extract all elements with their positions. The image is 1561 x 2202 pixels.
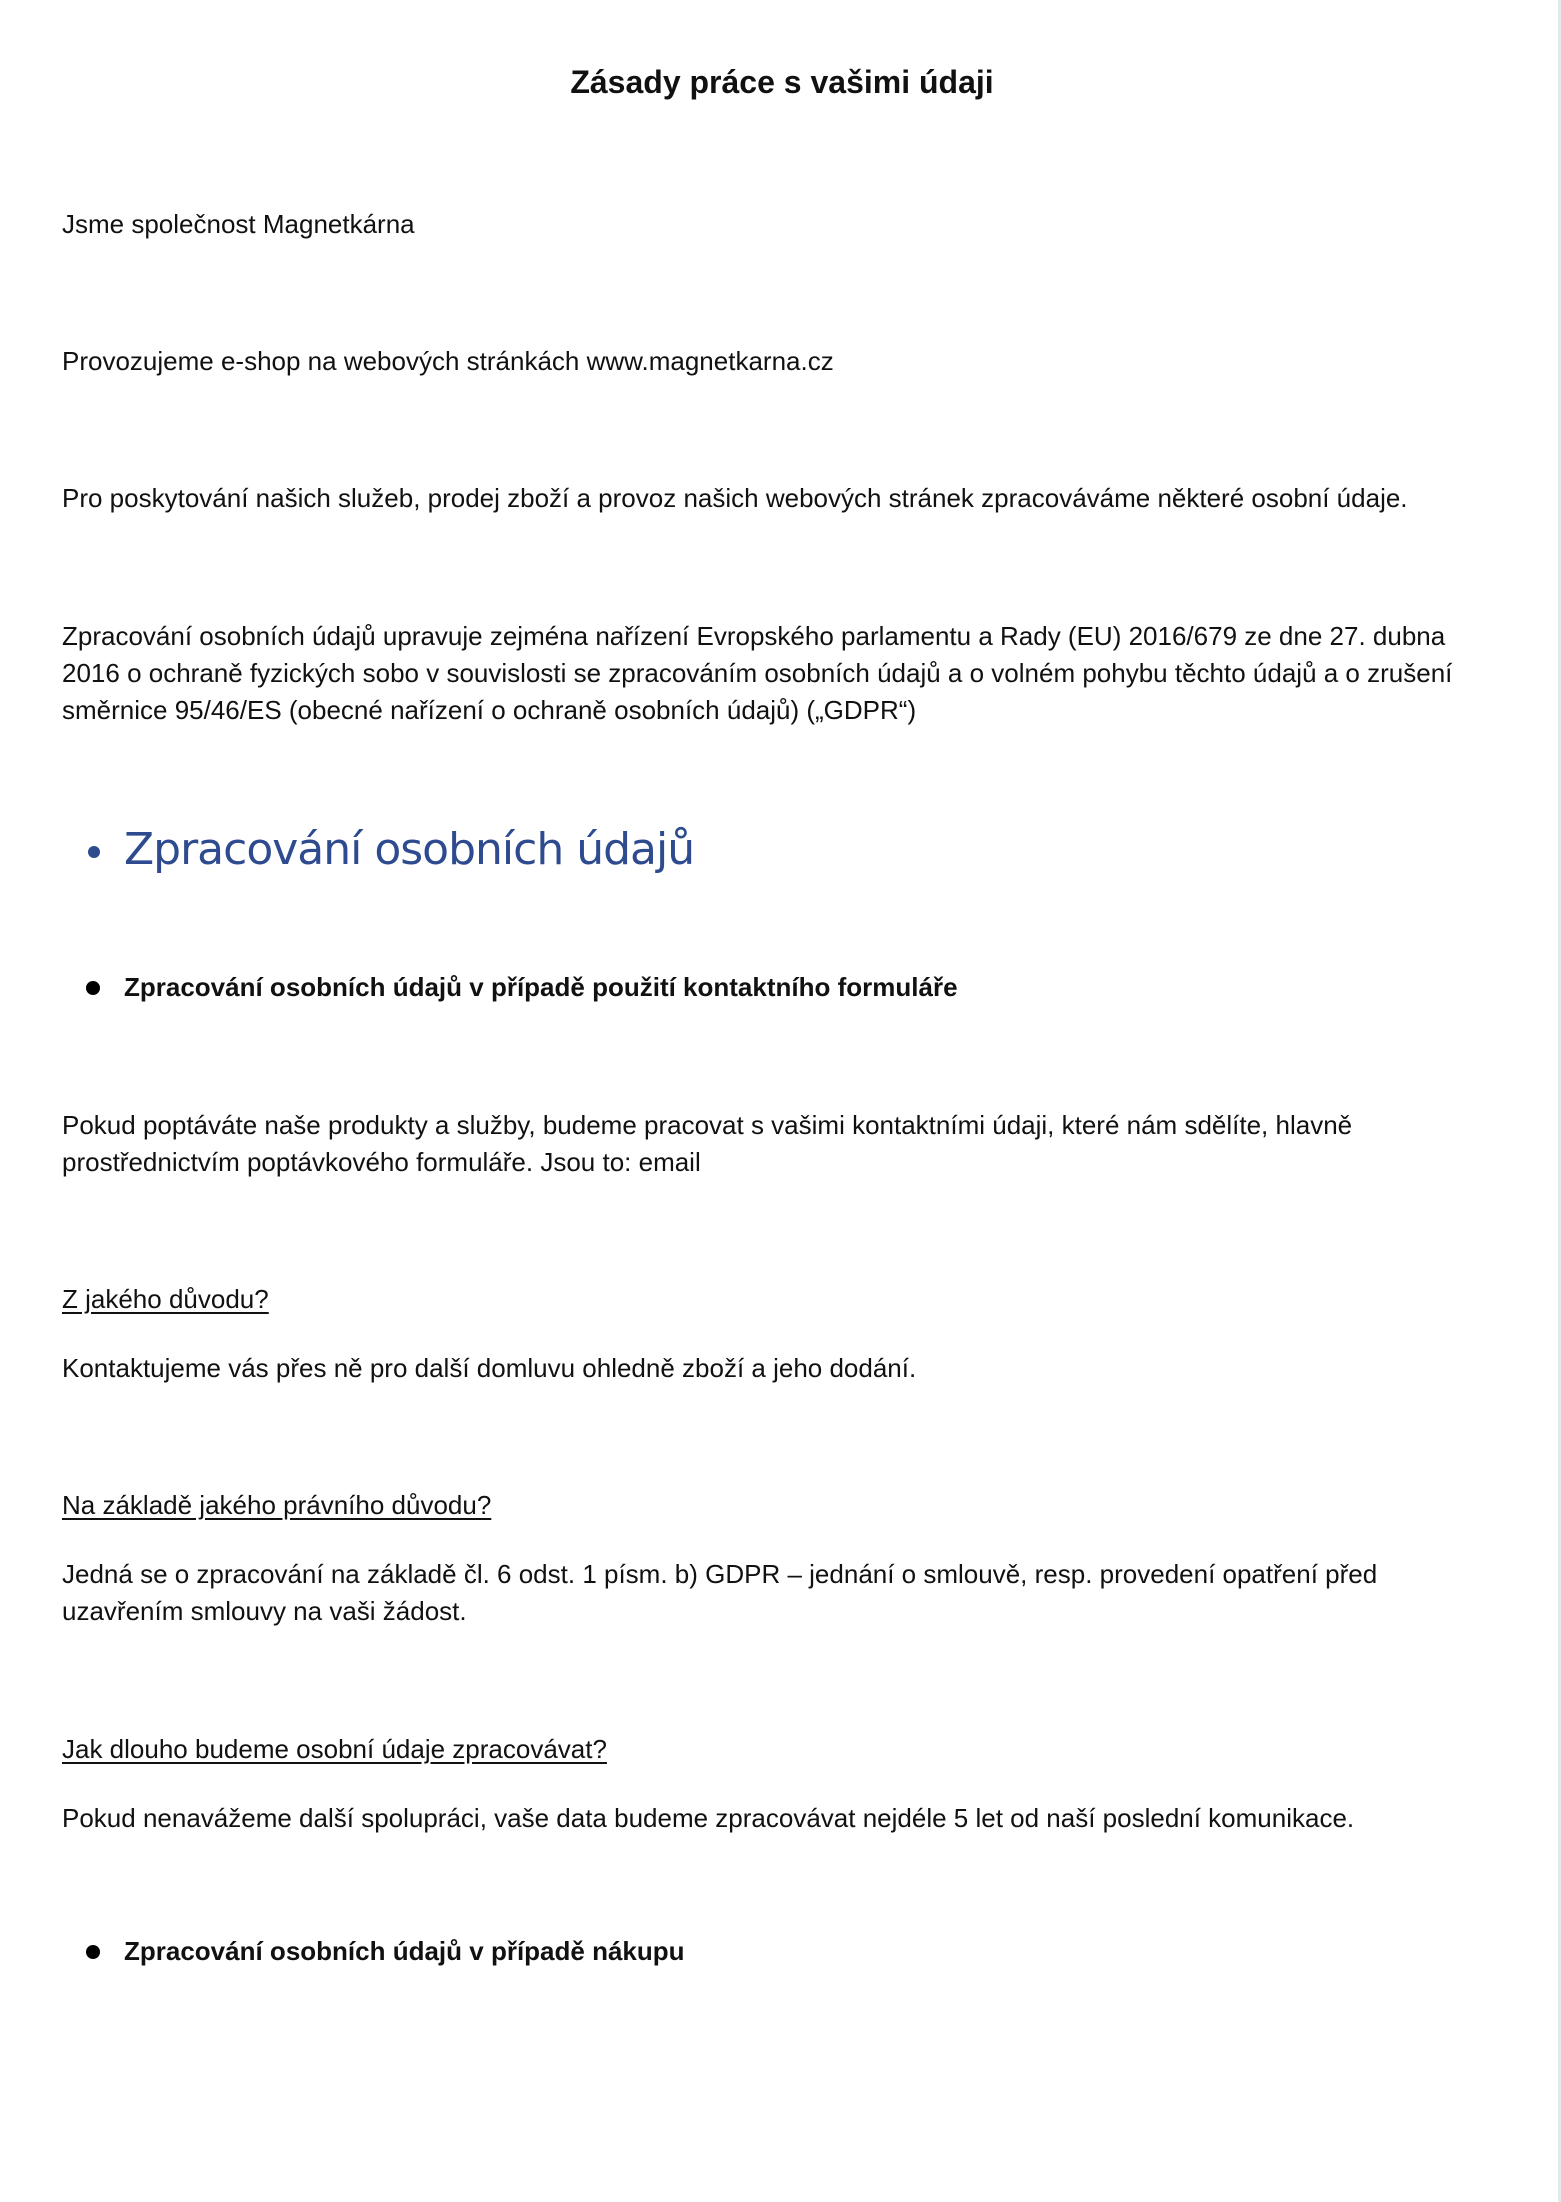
contact-form-heading: Zpracování osobních údajů v případě použití kontaktního formuláře (124, 972, 958, 1002)
contact-form-intro-line-1: Pokud poptáváte naše produkty a služby, budeme pracovat s vašimi kontaktními údaji, které nám sdělíte, hlavně (62, 1110, 1353, 1140)
answer-duration: Pokud nenavážeme další spolupráci, vaše data budeme zpracovávat nejdéle 5 let od naší poslední komunikace. (62, 1803, 1355, 1833)
section-bullet-icon (88, 846, 100, 858)
purchase-heading: Zpracování osobních údajů v případě nákupu (124, 1936, 685, 1966)
question-legal-basis: Na základě jakého právního důvodu? (62, 1490, 492, 1520)
answer-reason: Kontaktujeme vás přes ně pro další domluvu ohledně zboží a jeho dodání. (62, 1353, 917, 1383)
answer-legal-basis-line-2: uzavřením smlouvy na vaši žádost. (62, 1596, 467, 1626)
paragraph-gdpr-line-1: Zpracování osobních údajů upravuje zejména nařízení Evropského parlamentu a Rady (EU) 2016/679 ze dne 27. dubna (62, 621, 1446, 651)
page-title: Zásady práce s vašimi údaji (570, 64, 994, 100)
paragraph-purpose: Pro poskytování našich služeb, prodej zboží a provoz našich webových stránek zpracováváme některé osobní údaje. (62, 483, 1408, 513)
contact-form-intro-line-2: prostřednictvím poptávkového formuláře. Jsou to: email (62, 1147, 701, 1177)
paragraph-eshop: Provozujeme e-shop na webových stránkách www.magnetkarna.cz (62, 346, 834, 376)
question-reason: Z jakého důvodu? (62, 1284, 269, 1314)
paragraph-company: Jsme společnost Magnetkárna (62, 209, 415, 239)
answer-legal-basis-line-1: Jedná se o zpracování na základě čl. 6 odst. 1 písm. b) GDPR – jednání o smlouvě, resp. provedení opatření před (62, 1559, 1378, 1589)
section-heading: Zpracování osobních údajů (124, 824, 695, 875)
purchase-bullet-icon (86, 1945, 100, 1959)
paragraph-gdpr-line-3: směrnice 95/46/ES (obecné nařízení o ochraně osobních údajů) („GDPR“) (62, 695, 917, 725)
question-duration: Jak dlouho budeme osobní údaje zpracovávat? (62, 1734, 607, 1764)
contact-form-bullet-icon (86, 981, 100, 995)
paragraph-gdpr-line-2: 2016 o ochraně fyzických sobo v souvislosti se zpracováním osobních údajů a o volném pohybu těchto údajů a o zrušení (62, 658, 1453, 688)
